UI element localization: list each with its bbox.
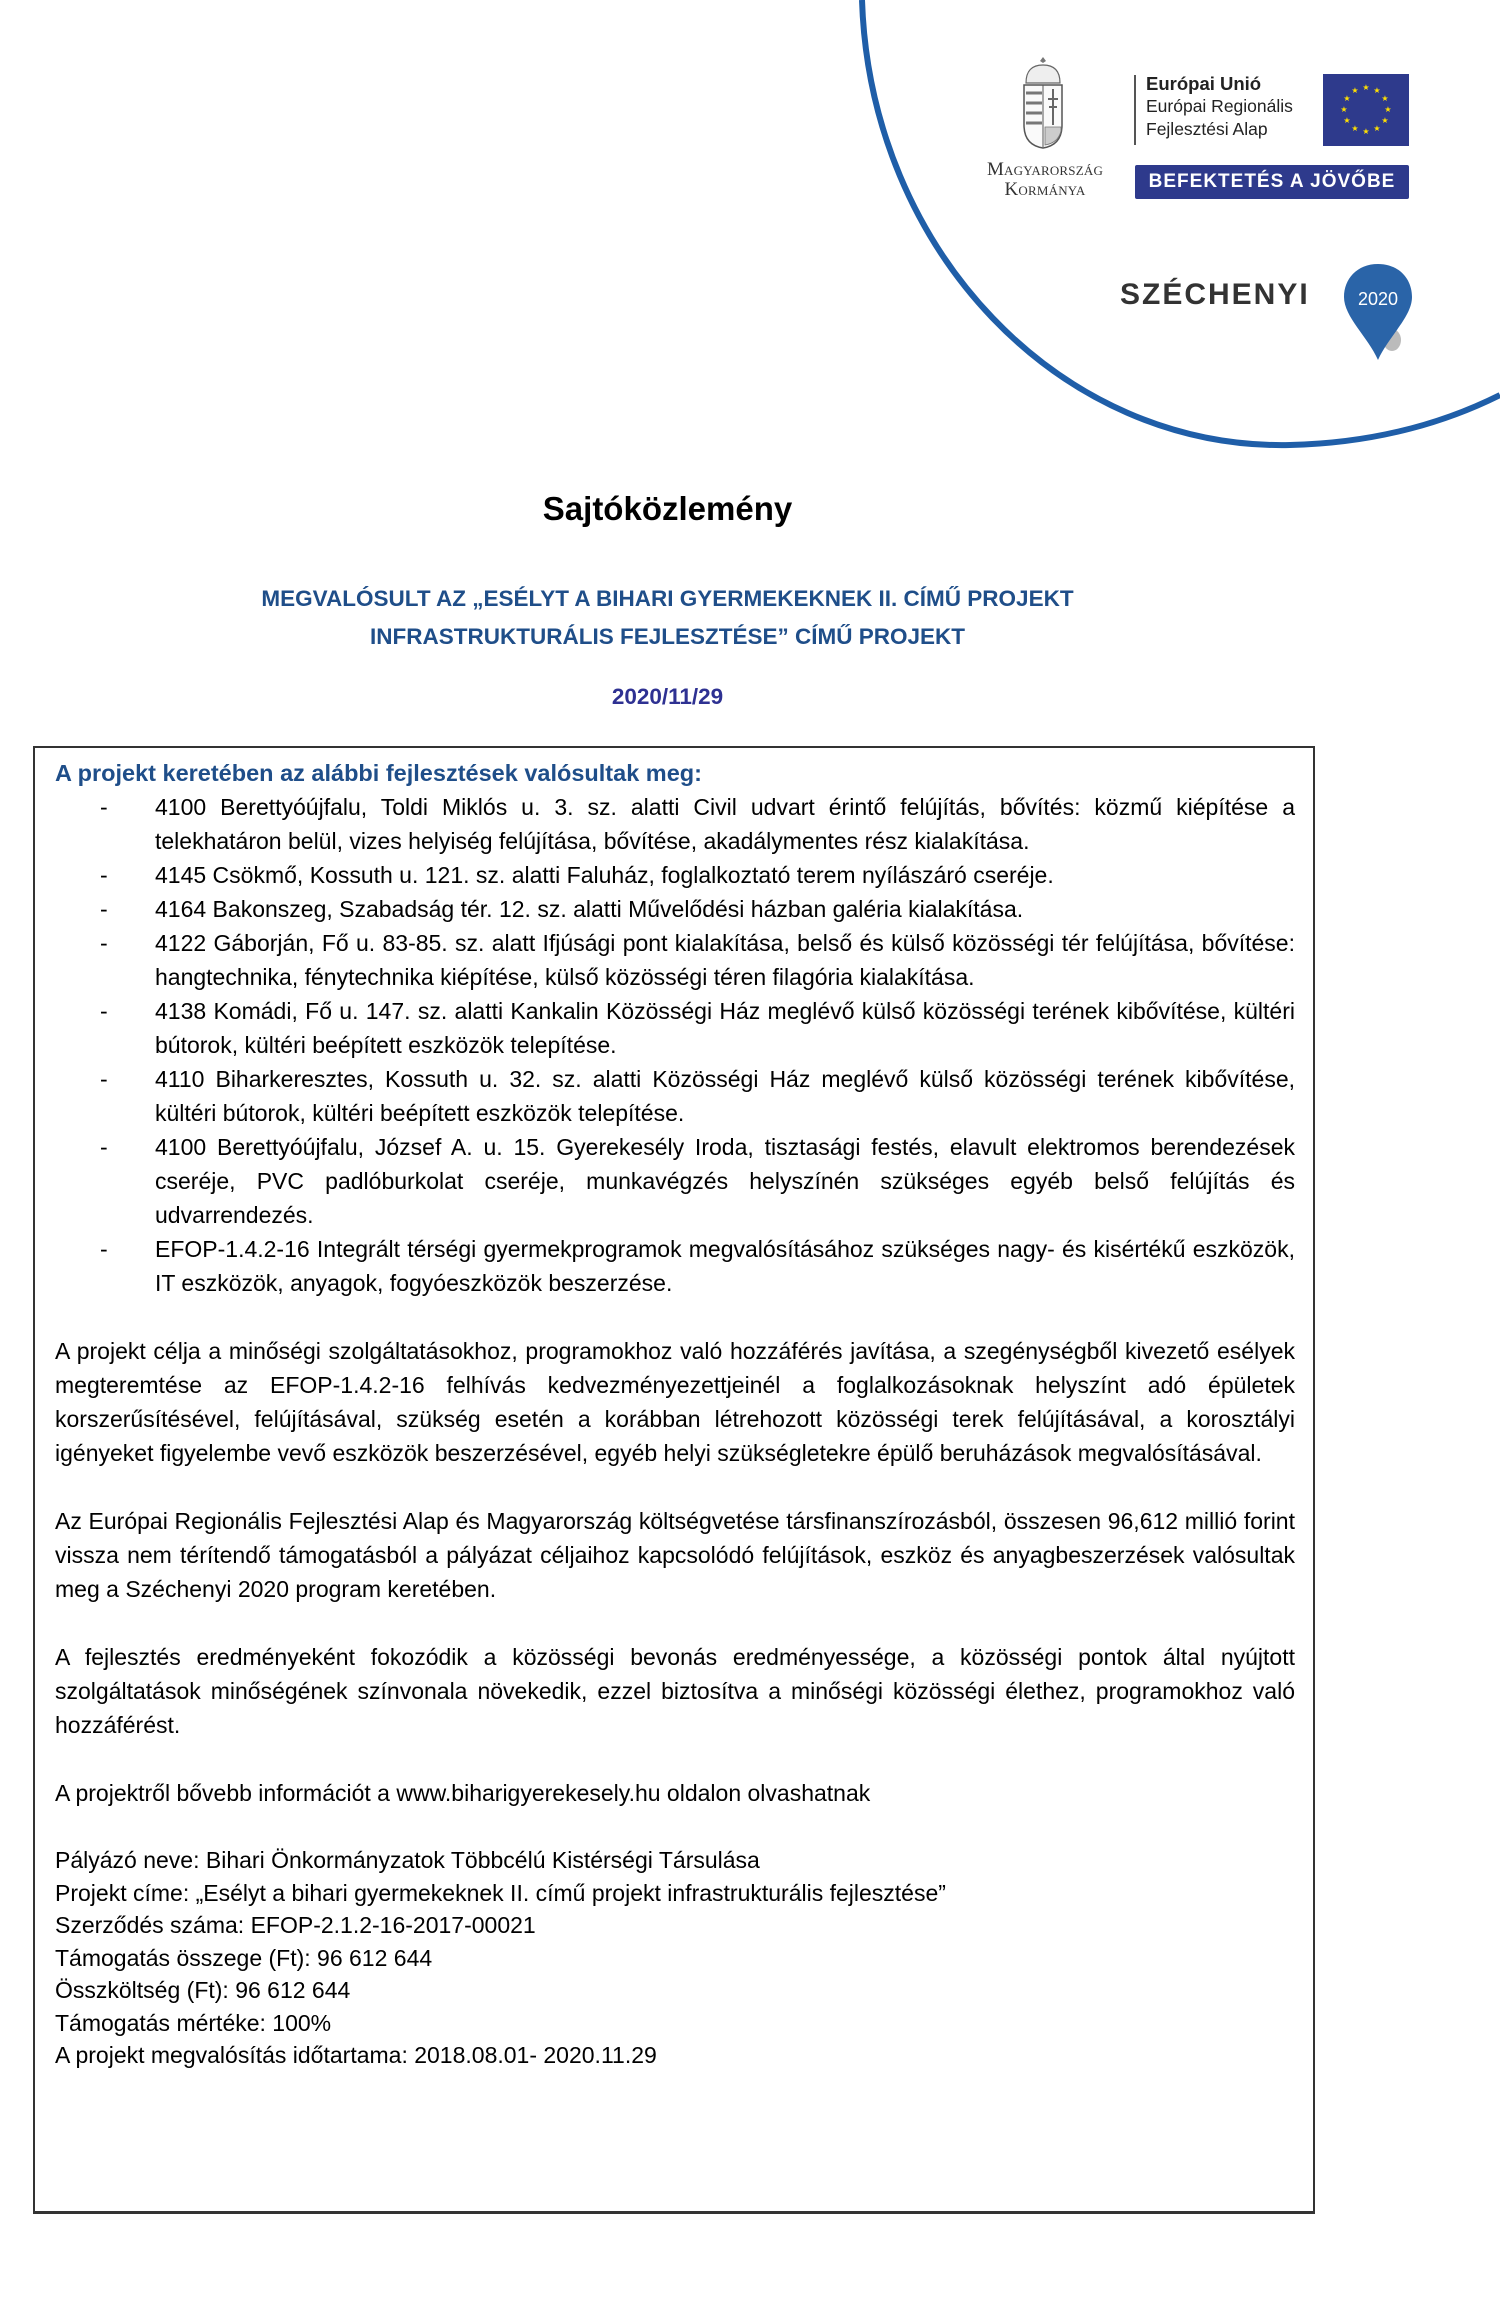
list-item: - 4100 Berettyóújfalu, Toldi Miklós u. 3. sz. alatti Civil udvart érintő felújítás, bővítés: közmű kiépítése a telekhatáron belül, vizes helyiség felújítása, bővítése, akadálymentes rész kialakítása. (55, 790, 1295, 858)
svg-text:★: ★ (1351, 86, 1359, 95)
gov-line1: Magyarország (986, 159, 1104, 180)
eu-flag-icon (1323, 74, 1409, 146)
fact-contract-number: Szerződés száma: EFOP-2.1.2-16-2017-00021 (55, 1912, 536, 1938)
bullet-dash: - (100, 862, 108, 888)
svg-text:★: ★ (1362, 127, 1370, 136)
location-pin-icon (1342, 262, 1414, 362)
list-item: - EFOP-1.4.2-16 Integrált térségi gyermekprogramok megvalósításához szükséges nagy- és kisértékű eszközök, IT eszközök, anyagok, fogyóeszközök beszerzése. (55, 1232, 1295, 1300)
svg-text:★: ★ (1381, 94, 1389, 103)
eu-line2: Európai Regionális (1146, 96, 1293, 116)
list-item: - 4100 Berettyóújfalu, József A. u. 15. Gyerekesély Iroda, tisztasági festés, elavult elektromos berendezések cseréje, PVC padlóburkolat cseréje, munkavégzés helyszínén szükséges egyéb belső felújítás és udvarrendezés. (55, 1130, 1295, 1232)
bullet-dash: - (100, 896, 108, 922)
bullet-dash: - (100, 930, 108, 956)
project-goal-paragraph: A projekt célja a minőségi szolgáltatásokhoz, programokhoz való hozzáférés javítása, a szegénységből kivezető esélyek megteremtése az EFOP-1.4.2-16 felhívás kedvezményezettjeinél a foglalkozásoknak helyszínt adó épületek korszerűsítésével, felújításával, szükség esetén a korábban létrehozott közösségi terek felújításával, a korosztályi igényeket figyelembe vevő eszközök beszerzésével, egyéb helyi szükségletekre épülő beruházások megvalósításával. (55, 1338, 1295, 1466)
eu-line3: Fejlesztési Alap (1146, 119, 1268, 139)
fact-total-cost: Összköltség (Ft): 96 612 644 (55, 1977, 351, 2003)
svg-text:★: ★ (1373, 124, 1381, 133)
invest-in-future-banner: BEFEKTETÉS A JÖVŐBE (1135, 165, 1409, 199)
bullet-dash: - (100, 998, 108, 1024)
developments-heading: A projekt keretében az alábbi fejlesztések valósultak meg: (55, 760, 702, 786)
gov-line2: Kormánya (1004, 179, 1086, 200)
content-box (33, 746, 1315, 2214)
list-item: - 4122 Gáborján, Fő u. 83-85. sz. alatt Ifjúsági pont kialakítása, belső és külső közösségi tér felújítása, bővítése: hangtechnika, fénytechnika kiépítése, külső közösségi téren filagória kialakítása. (55, 926, 1295, 994)
more-info-paragraph: A projektről bővebb információt a www.biharigyerekesely.hu oldalon olvashatnak (55, 1780, 871, 1806)
header-logos (0, 0, 1500, 470)
bullet-dash: - (100, 1134, 108, 1160)
svg-text:★: ★ (1373, 86, 1381, 95)
svg-text:★: ★ (1343, 94, 1351, 103)
fact-project-title: Projekt címe: „Esélyt a bihari gyermekeknek II. című projekt infrastrukturális fejlesztése” (55, 1879, 946, 1906)
publication-date: 2020/11/29 (611, 684, 724, 709)
fact-grant-amount: Támogatás összege (Ft): 96 612 644 (55, 1944, 433, 1971)
project-facts (55, 1844, 1295, 2072)
svg-text:★: ★ (1340, 105, 1348, 114)
svg-text:★: ★ (1381, 116, 1389, 125)
document-subtitle (0, 580, 1335, 656)
list-item: - 4145 Csökmő, Kossuth u. 121. sz. alatti Faluház, foglalkoztató terem nyílászáró cseréje. (55, 858, 1295, 892)
government-logo-text (965, 160, 1125, 200)
subtitle-line-1: MEGVALÓSULT AZ „ESÉLYT A BIHARI GYERMEKEKNEK II. CÍMŰ PROJEKT (261, 586, 1074, 611)
svg-text:★: ★ (1343, 116, 1351, 125)
list-item: - 4164 Bakonszeg, Szabadság tér. 12. sz. alatti Művelődési házban galéria kialakítása. (55, 892, 1295, 926)
szechenyi-wordmark: SZÉCHENYI (1120, 278, 1310, 311)
eu-logo-text (1146, 72, 1293, 141)
eu-title: Európai Unió (1146, 73, 1262, 94)
subtitle-line-2: INFRASTRUKTURÁLIS FEJLESZTÉSE” CÍMŰ PROJEKT (369, 624, 966, 649)
list-item: - 4110 Biharkeresztes, Kossuth u. 32. sz. alatti Közösségi Ház meglévő külső közösségi terének kibővítése, kültéri bútorok, kültéri beépített eszközök telepítése. (55, 1062, 1295, 1130)
svg-text:★: ★ (1351, 124, 1359, 133)
hungarian-coat-of-arms-icon (1018, 55, 1068, 150)
svg-text:★: ★ (1384, 105, 1392, 114)
funding-paragraph: Az Európai Regionális Fejlesztési Alap és Magyarország költségvetése társfinanszírozásból, összesen 96,612 millió forint vissza nem térítendő támogatásból a pályázat céljaihoz kapcsolódó felújítások, eszköz és anyagbeszerzések valósultak meg a Széchenyi 2020 program keretében. (55, 1508, 1295, 1602)
fact-applicant: Pályázó neve: Bihari Önkormányzatok Többcélú Kistérségi Társulása (55, 1847, 760, 1873)
fact-duration: A projekt megvalósítás időtartama: 2018.08.01- 2020.11.29 (55, 2042, 657, 2068)
fact-grant-rate: Támogatás mértéke: 100% (55, 2009, 332, 2036)
svg-text:2020: 2020 (1357, 289, 1399, 309)
results-paragraph: A fejlesztés eredményeként fokozódik a közösségi bevonás eredményessége, a közösségi pontok által nyújtott szolgáltatások minőségének színvonala növekedik, ezzel biztosítva a minőségi közösségi élethez, programokhoz való hozzáférést. (55, 1644, 1295, 1738)
page-title: Sajtóközlemény (542, 490, 793, 527)
bullet-dash: - (100, 1236, 108, 1262)
bullet-dash: - (100, 1066, 108, 1092)
list-item: - 4138 Komádi, Fő u. 147. sz. alatti Kankalin Közösségi Ház meglévő külső közösségi terének kibővítése, kültéri bútorok, kültéri beépített eszközök telepítése. (55, 994, 1295, 1062)
bullet-dash: - (100, 794, 108, 820)
developments-list (55, 790, 1295, 1300)
svg-text:★: ★ (1362, 83, 1370, 92)
eu-logo-divider (1134, 75, 1136, 145)
